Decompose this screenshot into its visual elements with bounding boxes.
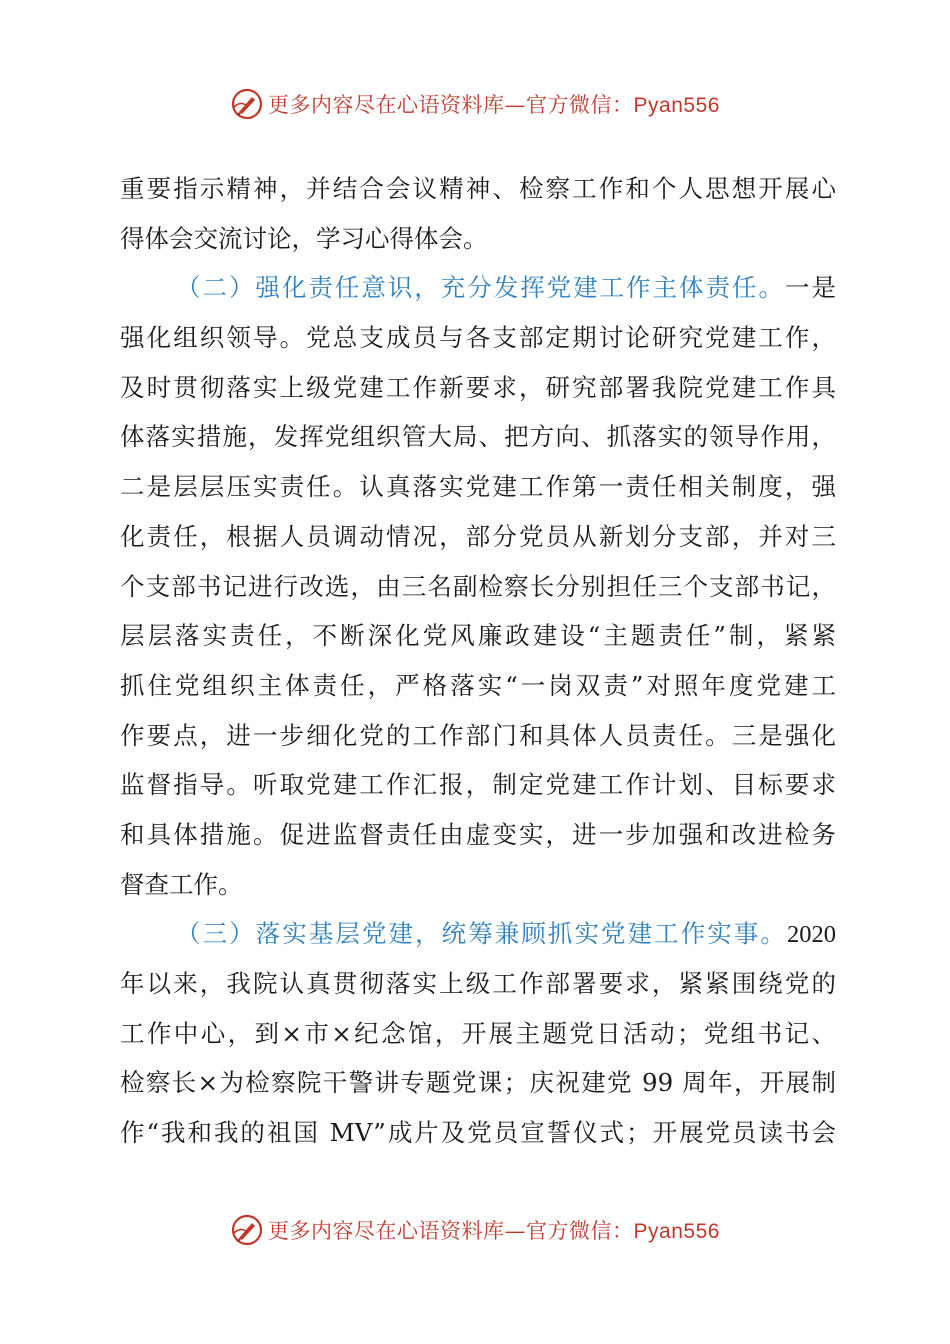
body-line: 督查工作。 [120, 869, 243, 899]
body-line: 检察长×为检察院干警讲专题党课；庆祝建党 99 周年，开展制 [120, 1068, 836, 1098]
footer-dash: — [504, 1219, 527, 1243]
footer-brand: 更多内容尽在心语资料库 [268, 1219, 505, 1243]
body-line: 二是层层压实责任。认真落实党建工作第一责任相关制度，强 [120, 472, 836, 502]
body-text: 一是 [785, 273, 837, 303]
body-line: 作“我和我的祖国 MV”成片及党员宣誓仪式；开展党员读书会 [120, 1118, 836, 1148]
body-line: 得体会交流讨论，学习心得体会。 [120, 223, 488, 253]
body-line: 作要点，进一步细化党的工作部门和具体人员责任。三是强化 [120, 720, 836, 750]
header-wechat-id: Pyan556 [633, 94, 720, 117]
header-dash: — [504, 93, 527, 117]
footer-banner [0, 1210, 950, 1250]
pen-logo-icon [230, 87, 264, 121]
section-heading: （三）落实基层党建，统筹兼顾抓实党建工作实事。 [176, 919, 787, 949]
body-line: 监督指导。听取党建工作汇报，制定党建工作计划、目标要求 [120, 770, 836, 800]
document-body [120, 164, 836, 1158]
header-banner-text [268, 89, 720, 119]
section-heading-line [120, 263, 836, 313]
header-banner [0, 84, 950, 124]
body-line: 层层落实责任，不断深化党风廉政建设“主题责任”制，紧紧 [120, 621, 836, 651]
body-line: 体落实措施，发挥党组织管大局、把方向、抓落实的领导作用， [120, 422, 836, 452]
body-line: 强化组织领导。党总支成员与各支部定期讨论研究党建工作， [120, 323, 836, 353]
section-heading-line [120, 909, 836, 959]
body-line: 年以来，我院认真贯彻落实上级工作部署要求，紧紧围绕党的 [120, 969, 836, 998]
footer-banner-text [268, 1215, 720, 1245]
body-line: 及时贯彻落实上级党建工作新要求，研究部署我院党建工作具 [120, 372, 836, 402]
body-line: 工作中心，到×市×纪念馆，开展主题党日活动；党组书记、 [120, 1018, 836, 1048]
body-line: 抓住党组织主体责任，严格落实“一岗双责”对照年度党建工 [120, 670, 836, 700]
pen-logo-icon [230, 1213, 264, 1247]
footer-wechat-id: Pyan556 [633, 1220, 720, 1243]
body-text: 2020 [787, 921, 836, 949]
header-wechat-label: 官方微信： [526, 93, 634, 117]
section-heading: （二）强化责任意识，充分发挥党建工作主体责任。 [176, 273, 786, 303]
footer-wechat-label: 官方微信： [526, 1219, 634, 1243]
body-line: 个支部书记进行改选，由三名副检察长分别担任三个支部书记， [120, 571, 836, 601]
body-line: 和具体措施。促进监督责任由虚变实，进一步加强和改进检务 [120, 819, 836, 849]
body-line: 化责任，根据人员调动情况，部分党员从新划分支部，并对三 [120, 521, 836, 551]
body-line: 重要指示精神，并结合会议精神、检察工作和个人思想开展心 [120, 174, 836, 203]
header-brand: 更多内容尽在心语资料库 [268, 93, 505, 117]
